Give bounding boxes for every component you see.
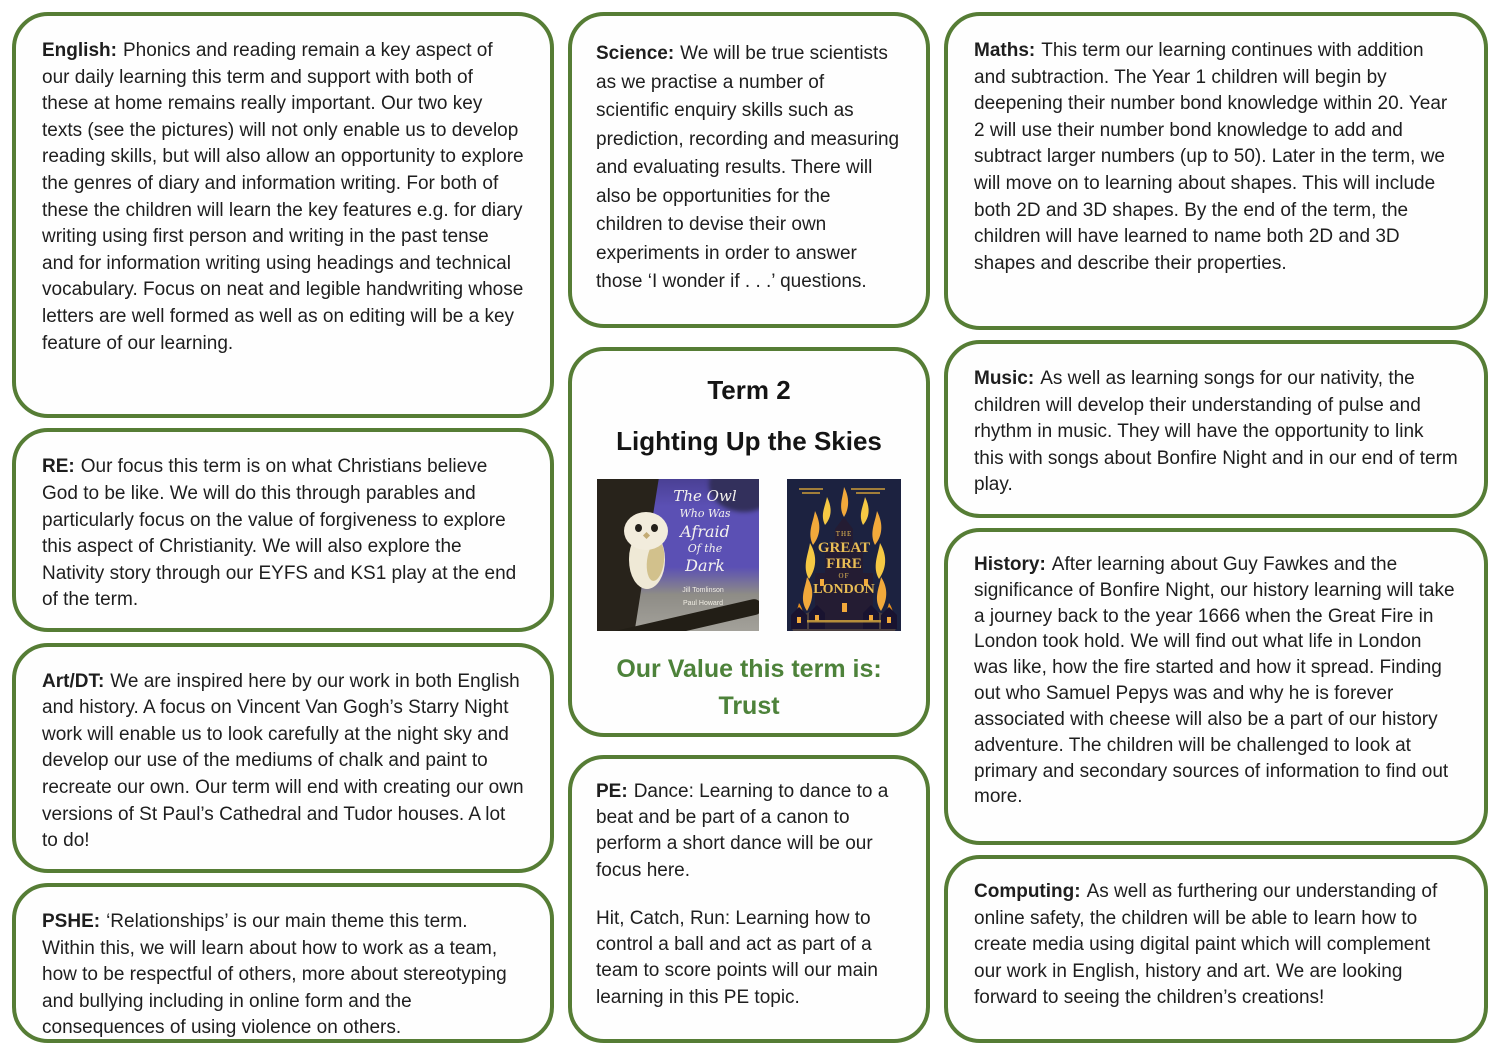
pshe-paragraph — [42, 909, 524, 1042]
pe-label: PE: — [596, 781, 628, 802]
book-title-line: OF — [838, 571, 850, 580]
subject-box-computing — [944, 855, 1488, 1043]
english-body: Phonics and reading remain a key aspect of our daily learning this term and support with both of these at home remains really important. Our two key texts (see the pictures) will not only enable us to develop reading skills, but will also allow an opportunity to explore the genres of diary and information writing. For both of these the children will learn the key features e.g. for diary writing using first person and writing in the past tense and for information writing using headings and technical vocabulary. Focus on neat and legible handwriting whose letters are well formed as well as on editing will be a key feature of our learning. — [42, 40, 524, 354]
re-paragraph — [42, 454, 524, 614]
history-label: History: — [974, 554, 1046, 575]
subject-box-english — [12, 12, 554, 418]
term-topic-box — [568, 347, 930, 737]
book-title-line: Of the — [687, 541, 723, 555]
science-body: We will be true scientists as we practise a number of scientific enquiry skills such as prediction, recording and measuring and evaluating results. There will also be opportunities for the children to devise their own experiments in order to answer those ‘I wonder if . . .’ questions. — [596, 43, 900, 292]
english-paragraph — [42, 38, 524, 357]
book-title-line: The Owl — [673, 486, 737, 505]
owl-book-author: Jill Tomlinson — [682, 586, 724, 594]
pe-paragraph-hit-catch-run — [596, 906, 902, 1011]
computing-paragraph — [974, 879, 1458, 1012]
computing-body: As well as furthering our understanding of online safety, the children will be able to learn how to create media using digital paint which will complement our work in English, history and art. We are looking forward to seeing the children’s creations! — [974, 881, 1438, 1009]
subject-box-art-dt — [12, 643, 554, 873]
music-body: As well as learning songs for our nativity, the children will develop their understanding of pulse and rhythm in music. They will have the opportunity to link this with songs about Bonfire Night and in our end of term play. — [974, 368, 1458, 496]
pshe-body: ‘Relationships’ is our main theme this term. Within this, we will learn about how to work as a team, how to be respectful of others, more about stereotyping and bullying including in online form and the consequences of using violence on others. — [42, 910, 507, 1039]
owl-illustration-right-eye — [651, 524, 658, 532]
book-title-line: Dark — [685, 555, 725, 575]
subject-box-music — [944, 340, 1488, 518]
art-dt-body: We are inspired here by our work in both English and history. A focus on Vincent Van Gogh’s Starry Night work will enable us to look carefully at the night sky and develop our use of the mediums of chalk and paint to recreate our own. Our term will end with creating our own versions of St Paul’s Cathedral and Tudor houses. A lot to do! — [42, 670, 524, 852]
re-body: Our focus this term is on what Christians believe God to be like. We will do this through parables and particularly focus on the value of forgiveness to explore this aspect of Christianity. We will also explore the Nativity story through our EYFS and KS1 play at the end of the term. — [42, 456, 517, 611]
english-label: English: — [42, 40, 117, 61]
book-title-line: LONDON — [813, 581, 875, 597]
topic-title: Lighting Up the Skies — [616, 425, 882, 456]
music-label: Music: — [974, 368, 1035, 389]
key-texts-row — [597, 479, 901, 631]
history-body: After learning about Guy Fawkes and the significance of Bonfire Night, our history learning will take a journey back to the year 1666 when the Great Fire in London took hold. We will find out what life in London was like, how the fire started and how it spread. Finding out who Samuel Pepys was and why he is forever associated with cheese will also be a part of our history adventure. The children will be challenged to look at primary and secondary sources of information to find out more. — [974, 554, 1455, 808]
pe-body-hit-catch-run: Hit, Catch, Run: Learning how to control a ball and act as part of a team to score points will our main learning in this PE topic. — [596, 907, 878, 1008]
art-dt-paragraph — [42, 669, 524, 855]
owl-book-illustrator: Paul Howard — [682, 599, 724, 607]
value-heading: Our Value this term is: — [616, 654, 882, 683]
re-label: RE: — [42, 456, 75, 478]
pe-body-dance: Dance: Learning to dance to a beat and be part of a canon to perform a short dance will be our focus here. — [596, 781, 889, 881]
middle-column — [568, 12, 930, 1043]
subject-box-pshe — [12, 883, 554, 1043]
subject-box-pe — [568, 755, 930, 1043]
book-cover-owl-afraid-of-the-dark — [597, 479, 759, 631]
owl-book-credits — [657, 584, 749, 611]
maths-label: Maths: — [974, 40, 1036, 61]
maths-body: This term our learning continues with addition and subtraction. The Year 1 children will begin by deepening their number bond knowledge within 20. Year 2 will use their number bond knowledge to add and subtract larger numbers (up to 50). Later in the term, we will move on to learning about shapes. This will include both 2D and 3D shapes. By the end of the term, the children will have learned to name both 2D and 3D shapes and describe their properties. — [974, 40, 1448, 274]
right-column — [944, 12, 1488, 1043]
subject-box-science — [568, 12, 930, 328]
owl-illustration-left-eye — [635, 524, 642, 532]
value-word: Trust — [718, 691, 780, 720]
term-title: Term 2 — [707, 374, 791, 405]
subject-box-re — [12, 428, 554, 632]
history-paragraph — [974, 552, 1458, 810]
owl-book-title — [659, 487, 751, 575]
computing-label: Computing: — [974, 881, 1081, 902]
fire-cover-subtitle-mark — [807, 620, 881, 623]
book-cover-great-fire-of-london — [787, 479, 901, 631]
pe-paragraph-dance — [596, 779, 902, 884]
book-title-line: FIRE — [826, 555, 862, 572]
maths-paragraph — [974, 38, 1458, 277]
subject-box-maths — [944, 12, 1488, 330]
pshe-label: PSHE: — [42, 910, 101, 932]
music-paragraph — [974, 366, 1458, 499]
book-title-line: THE — [835, 529, 853, 538]
left-column — [12, 12, 554, 1043]
book-title-line: GREAT — [817, 539, 871, 556]
book-title-line: Afraid — [680, 521, 730, 541]
book-title-line: Who Was — [679, 506, 731, 520]
science-paragraph — [596, 40, 902, 297]
science-label: Science: — [596, 43, 675, 64]
art-dt-label: Art/DT: — [42, 670, 105, 692]
subject-box-history — [944, 528, 1488, 845]
